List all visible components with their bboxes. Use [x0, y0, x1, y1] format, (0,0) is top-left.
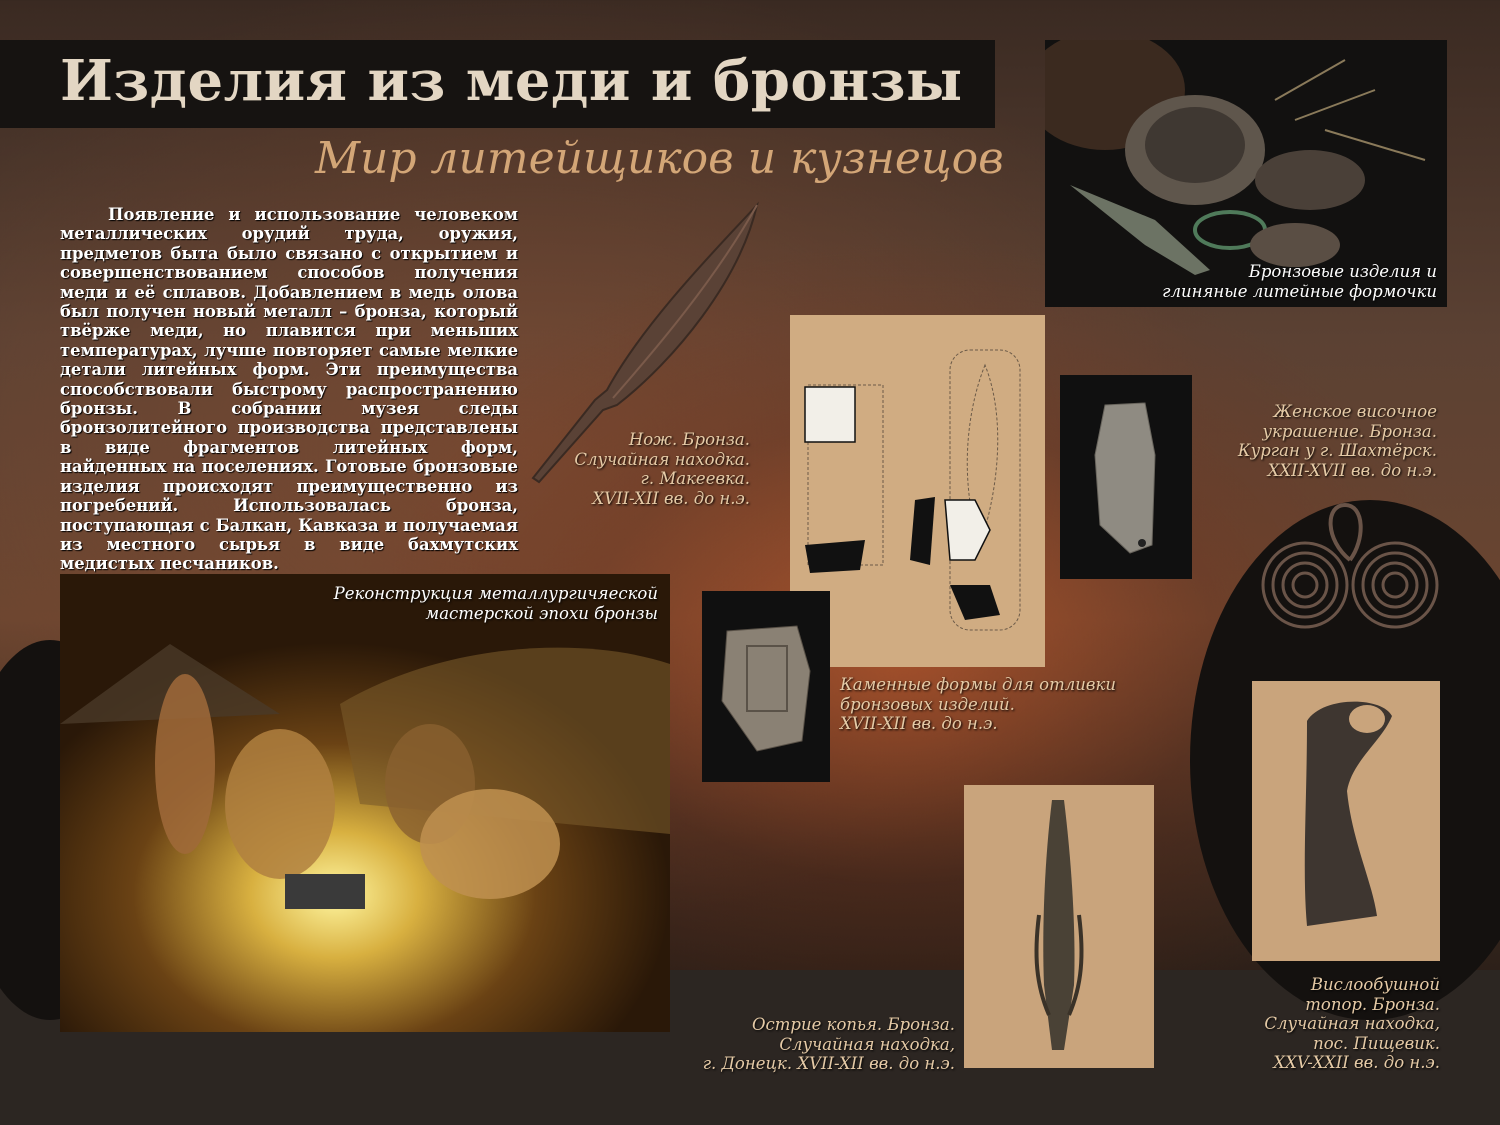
bronze-items-caption-line: глиняные литейные формочки — [1162, 281, 1437, 301]
axe-caption-line: пос. Пищевик. — [1313, 1033, 1440, 1053]
axe-caption-line: топор. Бронза. — [1305, 994, 1440, 1014]
temple-ornament-caption-line: Курган у г. Шахтёрск. — [1237, 441, 1437, 460]
stone-mold-photo — [702, 591, 830, 782]
axe-caption-line: Случайная находка, — [1264, 1014, 1440, 1033]
stone-molds-caption — [840, 675, 1116, 734]
bronze-items-photo — [1045, 40, 1447, 307]
page-title: Изделия из меди и бронзы — [60, 48, 963, 114]
knife-caption — [540, 430, 750, 508]
spiral-ornament — [1255, 500, 1445, 630]
spear-caption-line: Острие копья. Бронза. — [752, 1015, 955, 1034]
knife-caption-line: г. Макеевка. — [640, 469, 750, 488]
bronze-items-caption-line: Бронзовые изделия и — [1248, 262, 1437, 281]
temple-ornament-caption-line: XXII-XVII вв. до н.э. — [1267, 460, 1437, 480]
stone-molds-caption-line: бронзовых изделий. — [840, 694, 1015, 714]
reconstruction-caption — [334, 584, 658, 623]
axe-photo — [1252, 681, 1440, 961]
stone-molds-caption-line: XVII-XII вв. до н.э. — [840, 714, 998, 733]
temple-ornament-caption-line: украшение. Бронза. — [1262, 421, 1437, 441]
page-subtitle: Мир литейщиков и кузнецов — [315, 133, 1004, 184]
intro-text: Появление и использование человеком металлических орудий труда, оружия, предметов быта было связано с открытием и совершенствованием способов получения меди и её сплавов. Добавлением в медь олова был получен новый металл – бронза, который твёрже меди, но плавится при меньших температурах, лучше повторяет самые мелкие детали литейных форм. Эти преимущества способствовали быстрому распространению бронзы. В собрании музея следы бронзолитейного производства представлены в виде фрагментов литейных форм, найденных на поселениях. Готовые бронзовые изделия происходят преимущественно из погребений. Использовалась бронза, поступающая с Балкан, Кавказа и получаемая из местного сырья в виде бахмутских медистых песчаников. — [60, 205, 518, 574]
pendant-photo — [1060, 375, 1192, 579]
stone-molds-caption-line: Каменные формы для отливки — [840, 675, 1116, 694]
axe-caption-line: XXV-XXII вв. до н.э. — [1273, 1053, 1440, 1072]
reconstruction-caption-line: мастерской эпохи бронзы — [425, 603, 658, 623]
bronze-items-caption — [1162, 262, 1437, 301]
spear-caption-line: г. Донецк. XVII-XII вв. до н.э. — [702, 1054, 955, 1073]
spear-caption-line: Случайная находка, — [779, 1034, 955, 1054]
spear-photo — [964, 785, 1154, 1068]
temple-ornament-caption — [1200, 402, 1437, 480]
knife-caption-line: Нож. Бронза. — [628, 430, 750, 449]
axe-caption — [1200, 975, 1440, 1073]
temple-ornament-caption-line: Женское височное — [1273, 402, 1437, 421]
knife-caption-line: XVII-XII вв. до н.э. — [592, 488, 750, 508]
spear-caption — [660, 1015, 955, 1074]
axe-caption-line: Вислообушной — [1310, 975, 1440, 994]
reconstruction-painting — [60, 574, 670, 1032]
reconstruction-caption-line: Реконструкция металлургичяеской — [333, 584, 658, 603]
knife-caption-line: Случайная находка. — [574, 449, 750, 469]
